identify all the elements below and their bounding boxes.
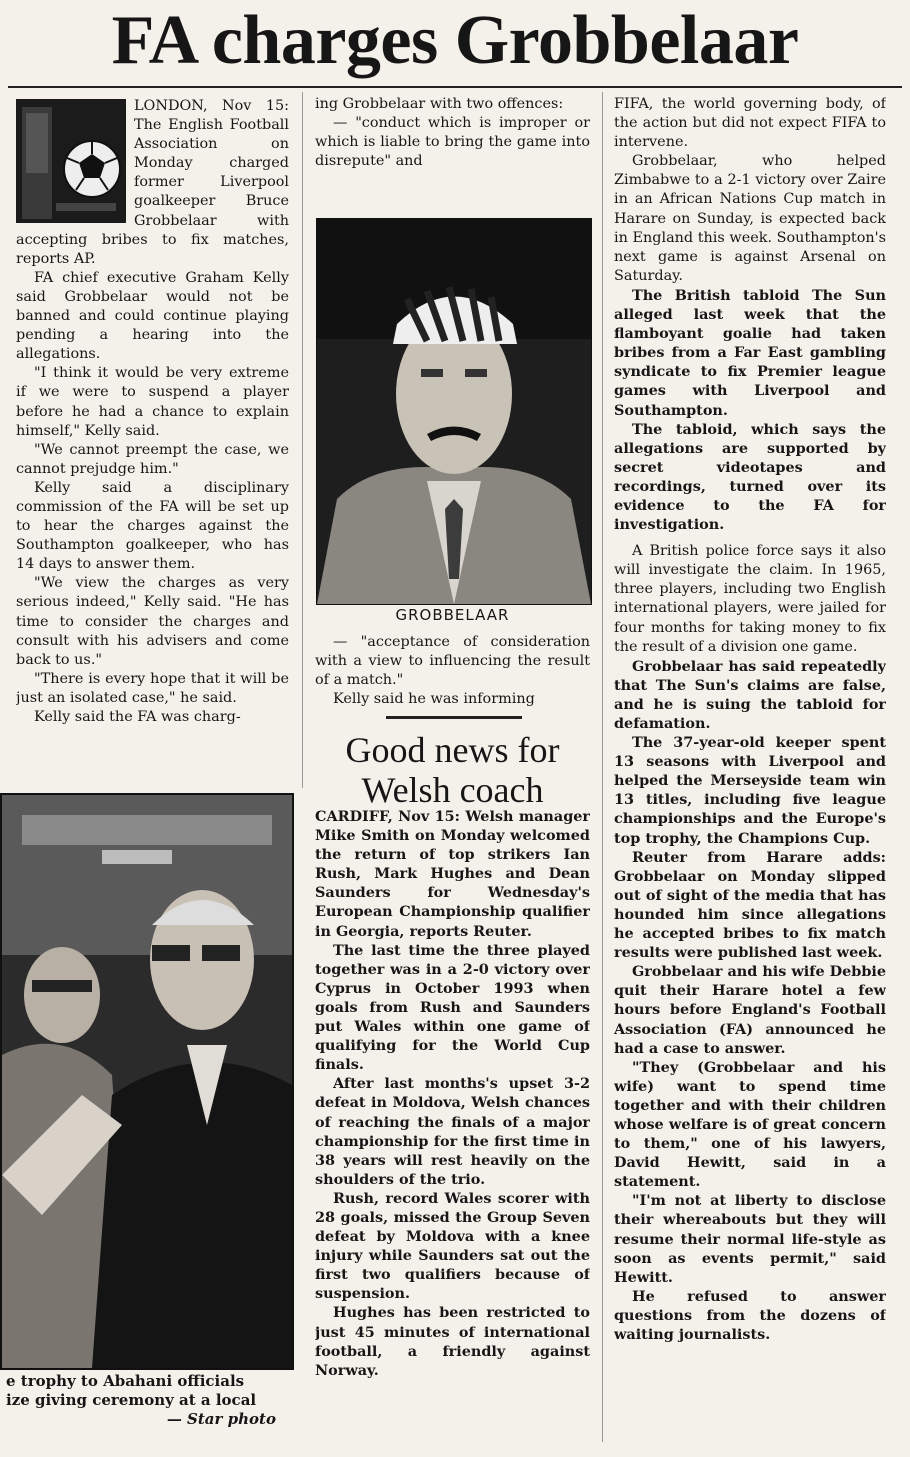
paragraph: Kelly said the FA was charg- xyxy=(34,709,241,725)
column-3 xyxy=(614,95,886,1445)
paragraph: "We cannot preempt the case, we cannot prejudge him." xyxy=(16,441,289,477)
headline-rule xyxy=(8,86,902,88)
paragraph: "I think it would be very extreme if we were to suspend a player before he had a chance to explain himself," Kelly said. xyxy=(16,365,289,439)
subheadline: Good news for Welsh coach xyxy=(345,730,560,810)
headline: FA charges Grobbelaar xyxy=(111,2,799,79)
paragraph: The British tabloid The Sun alleged last week that the flamboyant goalie had taken bribes from a Far East gambling syndicate to fix Premier league games with Liverpool and Southampton. xyxy=(614,286,886,419)
column-divider xyxy=(302,92,303,788)
paragraph: ing Grobbelaar with two offences: xyxy=(315,96,564,112)
column-2-middle xyxy=(315,633,590,713)
soccer-ball-icon xyxy=(16,99,126,223)
paragraph: — "conduct which is improper or which is liable to bring the game into disrepute" and xyxy=(315,115,590,170)
paragraph: Rush, record Wales scorer with 28 goals, missed the Group Seven defeat by Moldova with a knee injury while Saunders sat out the first two qualifiers because of suspension. xyxy=(315,1189,590,1303)
paragraph: Hughes has been restricted to just 45 minutes of international football, a friendly against Norway. xyxy=(315,1304,590,1379)
photo-credit: — Star photo xyxy=(166,1410,276,1428)
column-2-top xyxy=(315,95,590,205)
paragraph: "I'm not at liberty to disclose their whereabouts but they will resume their normal life-style as soon as events permit," said Hewitt. xyxy=(614,1192,886,1286)
paragraph: He refused to answer questions from the dozens of waiting journalists. xyxy=(614,1287,886,1343)
paragraph: LONDON, Nov 15: The English Football Association on Monday charged former Liverpool goalkeeper Bruce Grobbelaar with accepting bribes to fix matches, reports AP. xyxy=(16,98,289,267)
paragraph: Grobbelaar, who helped Zimbabwe to a 2-1 victory over Zaire in an African Nations Cup match in Harare on Sunday, is expected back in England this week. Southampton's next game is against Arsenal on Saturday. xyxy=(614,153,886,284)
paragraph: Grobbelaar has said repeatedly that The Sun's claims are false, and he is suing the tabloid for defamation. xyxy=(614,657,886,732)
paragraph: The last time the three played together was in a 2-0 victory over Cyprus in October 1993 when goals from Rush and Saunders put Wales within one game of qualifying for the World Cup finals. xyxy=(315,941,590,1074)
paragraph: FIFA, the world governing body, of the action but did not expect FIFA to intervene. xyxy=(614,96,886,151)
paragraph: The tabloid, which says the allegations are supported by secret videotapes and recordings, turned over its evidence to the FA for investigation. xyxy=(614,420,886,534)
column-1 xyxy=(16,97,289,785)
paragraph: Kelly said a disciplinary commission of the FA will be set up to hear the charges against the Southampton goalkeeper, who has 14 days to answer them. xyxy=(16,479,289,573)
paragraph: "We view the charges as very serious indeed," Kelly said. "He has time to consider the charges and consult with his advisers and come back to us." xyxy=(16,575,289,668)
section-rule xyxy=(386,716,522,719)
grobbelaar-photo xyxy=(316,218,592,605)
paragraph: "There is every hope that it will be just an isolated case," he said. xyxy=(16,670,289,706)
paragraph: After last months's upset 3-2 defeat in Moldova, Welsh chances of reaching the finals of a major championship for the first time in 38 years will rest heavily on the shoulders of the trio. xyxy=(315,1075,590,1188)
column-2-story xyxy=(315,807,590,1439)
caption-line: e trophy to Abahani officials xyxy=(6,1372,245,1390)
paragraph: The 37-year-old keeper spent 13 seasons with Liverpool and helped the Merseyside team win 13 titles, including five league championships and the Europe's top trophy, the Champions Cup. xyxy=(614,734,886,847)
paragraph: Grobbelaar and his wife Debbie quit their Harare hotel a few hours before England's Football Association (FA) announced he had a case to answer. xyxy=(614,963,886,1057)
paragraph: "They (Grobbelaar and his wife) want to spend time together and with their children whose welfare is of great concern to them," one of his lawyers, David Hewitt, said in a statement. xyxy=(614,1058,886,1191)
paragraph: FA chief executive Graham Kelly said Grobbelaar would not be banned and could continue playing pending a hearing into the allegations. xyxy=(16,269,289,363)
column-divider xyxy=(602,92,603,1442)
paragraph: A British police force says it also will investigate the claim. In 1965, three players, including two English international players, were jailed for four months for taking money to fix the result of a division one game. xyxy=(614,543,886,655)
paragraph: Kelly said he was informing xyxy=(333,691,535,708)
paragraph: CARDIFF, Nov 15: Welsh manager Mike Smith on Monday welcomed the return of top strikers Ian Rush, Mark Hughes and Dean Saunders for Wednesday's European Championship qualifier in Georgia, reports Reuter. xyxy=(315,808,590,940)
trophy-ceremony-photo xyxy=(0,793,294,1370)
paragraph: — "acceptance of consideration with a view to influencing the result of a match." xyxy=(315,634,590,689)
bottom-photo-caption xyxy=(6,1372,276,1429)
photo-caption: GROBBELAAR xyxy=(395,606,510,624)
paragraph: Reuter from Harare adds: Grobbelaar on Monday slipped out of sight of the media that has hounded him since allegations he accepted bribes to fix match results were published last week. xyxy=(614,848,886,962)
caption-line: ize giving ceremony at a local xyxy=(6,1391,257,1409)
